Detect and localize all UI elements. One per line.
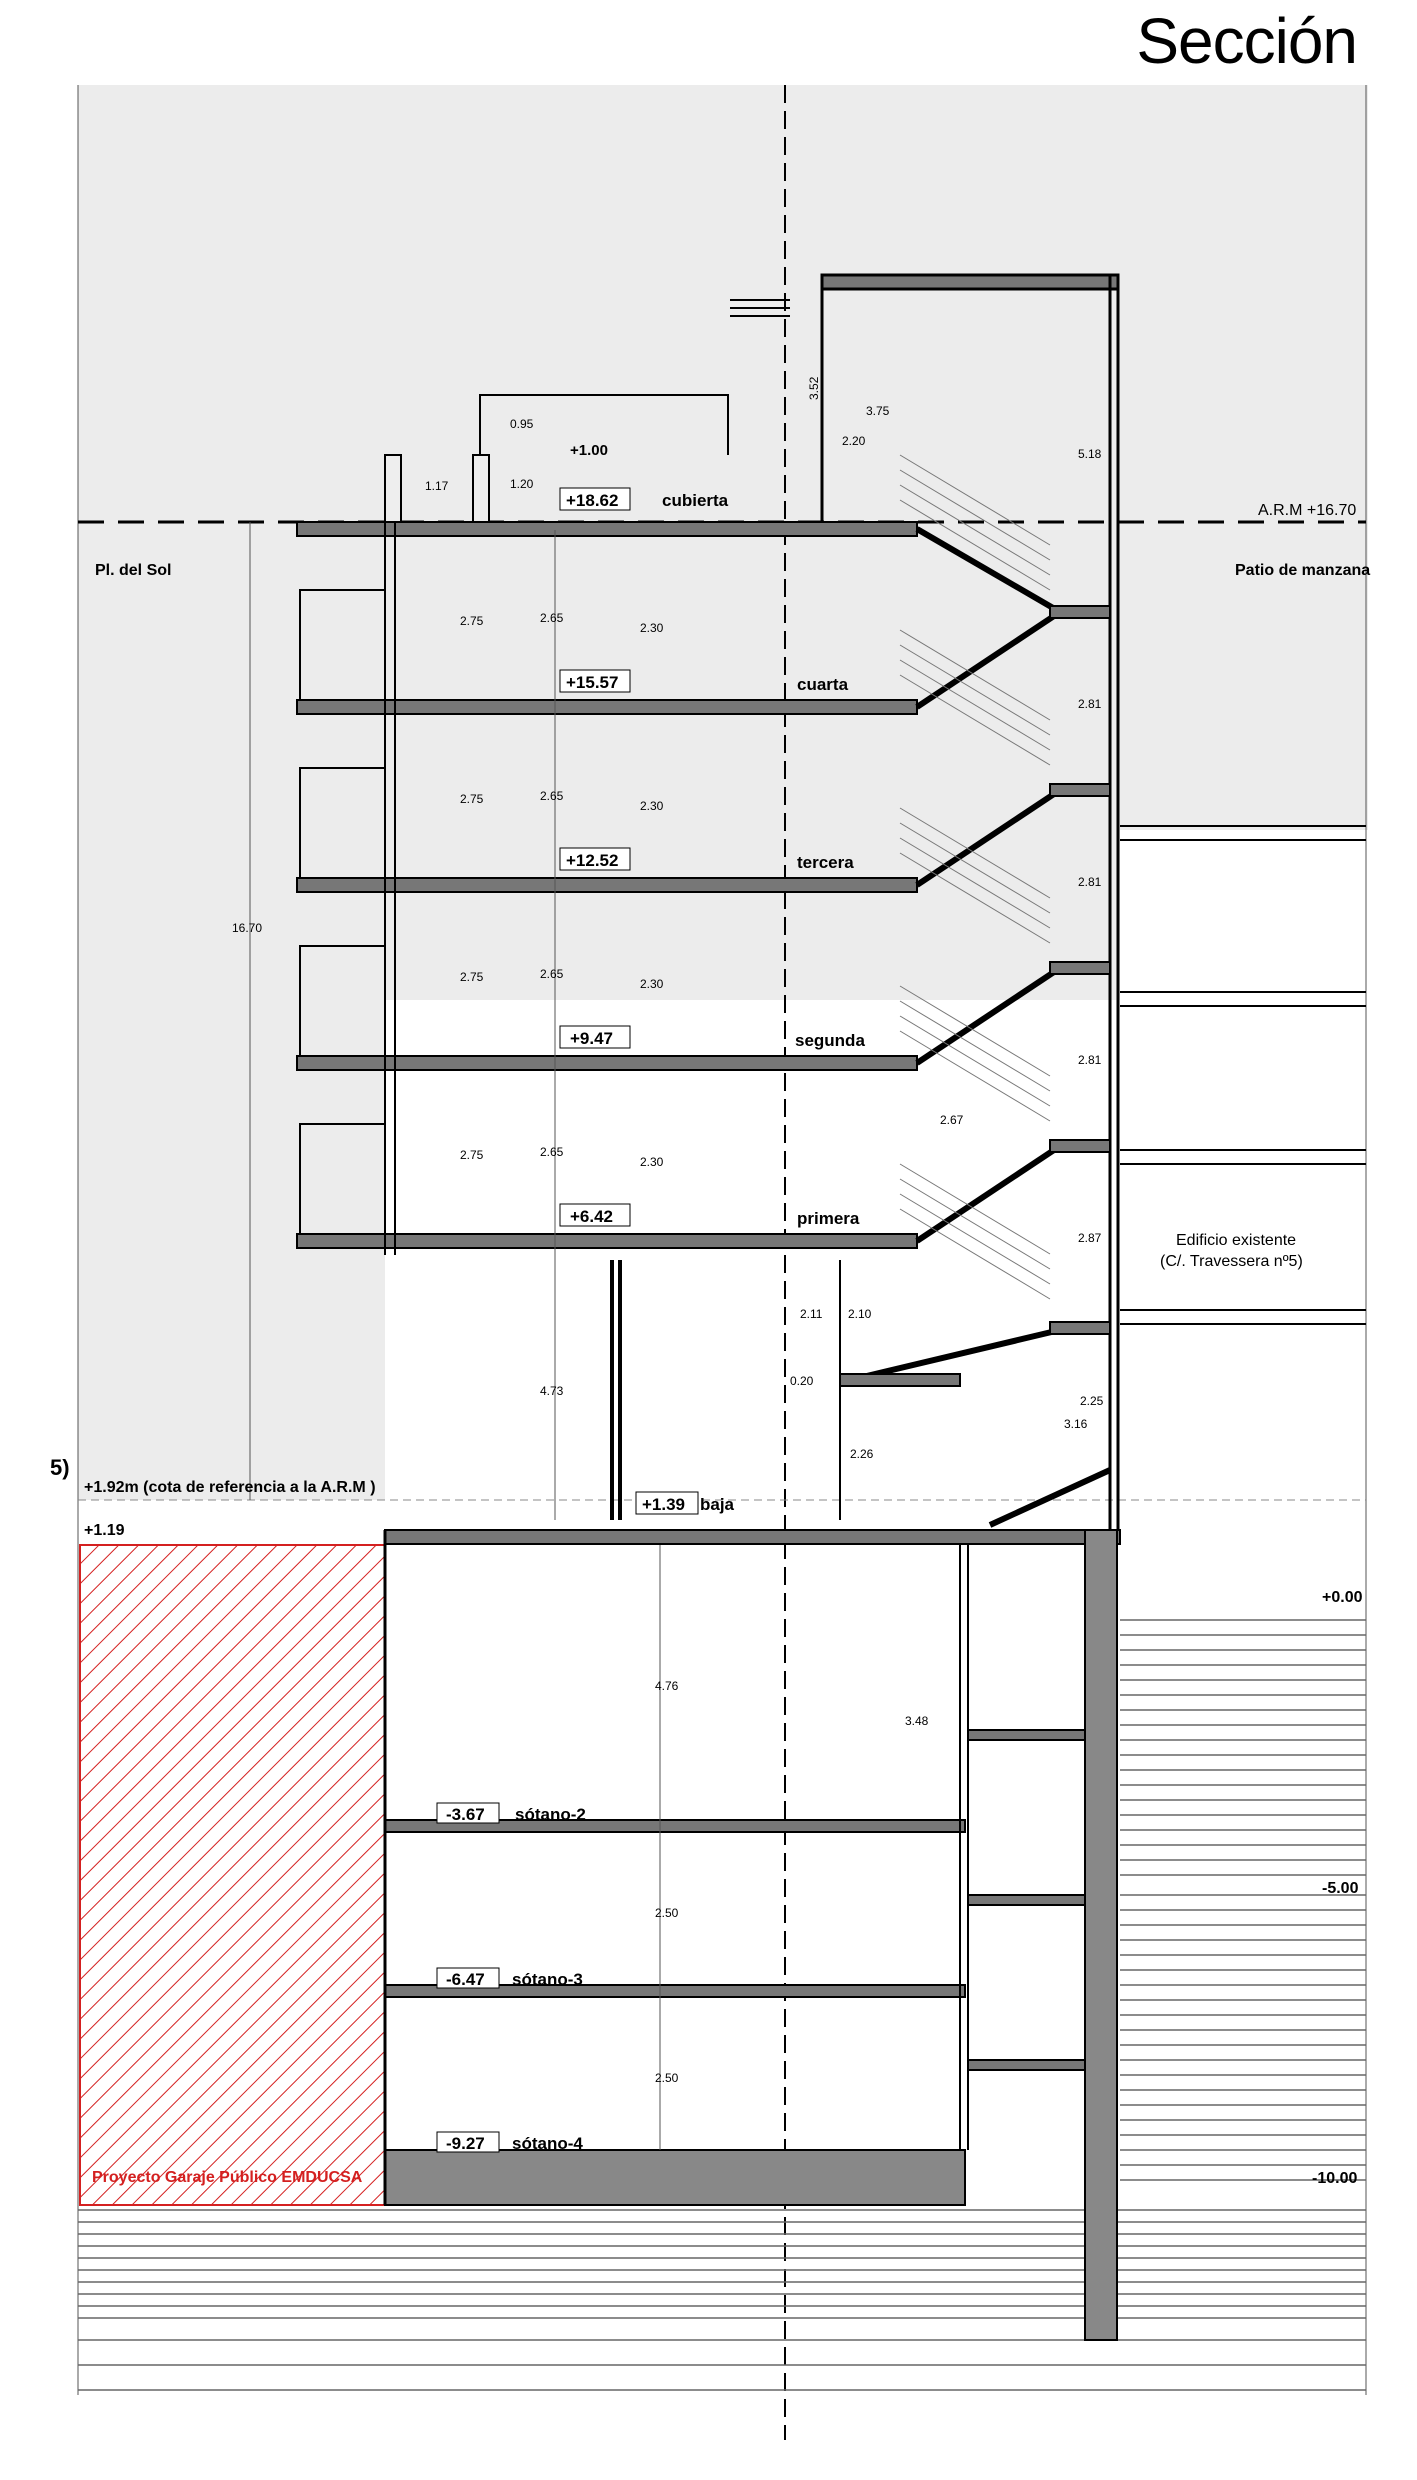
stair-dim-352: 3.52 <box>807 376 821 400</box>
right-level-1: -5.00 <box>1322 1880 1359 1897</box>
room-dim: 2.75 <box>460 792 484 806</box>
ramp-dim: 3.48 <box>905 1714 929 1728</box>
basement-1-dim: 4.76 <box>655 1679 679 1693</box>
arm-label: A.R.M +16.70 <box>1258 502 1357 519</box>
level-name: sótano-3 <box>512 1970 583 1989</box>
level-name: baja <box>700 1495 735 1514</box>
stair-dim-220: 2.20 <box>842 434 866 448</box>
existing-building-label-1: Edificio existente <box>1176 1232 1297 1249</box>
kitchen-dim: 2.30 <box>640 799 664 813</box>
basement-2-dim: 2.50 <box>655 1906 679 1920</box>
stair-height-dim: 2.81 <box>1078 875 1102 889</box>
dim-211: 2.11 <box>800 1307 823 1321</box>
right-patio-label: Patio de manzana <box>1235 562 1371 579</box>
garage-project-label: Proyecto Garaje Público EMDUCSA <box>92 2169 363 2186</box>
reference-label: +1.92m (cota de referencia a la A.R.M ) <box>84 1479 376 1496</box>
roof-dim-120: 1.20 <box>510 477 534 491</box>
stair-dim-518: 5.18 <box>1078 447 1102 461</box>
level-value: -3.67 <box>446 1805 485 1824</box>
garage-hatch <box>80 1545 385 2205</box>
roof-dim-095: 0.95 <box>510 417 534 431</box>
roof-parapet-value: +1.00 <box>570 442 608 459</box>
level-value: +18.62 <box>566 491 619 510</box>
dim-316: 3.16 <box>1064 1417 1088 1431</box>
level-value: +12.52 <box>566 851 619 870</box>
stair-height-dim: 2.81 <box>1078 1053 1102 1067</box>
level-value: +1.39 <box>642 1495 686 1514</box>
kitchen-dim: 2.30 <box>640 977 664 991</box>
level-name: sótano-2 <box>515 1805 586 1824</box>
ceiling-dim: 2.65 <box>540 967 564 981</box>
level-value: -9.27 <box>446 2134 485 2153</box>
level-name: sótano-4 <box>512 2134 583 2153</box>
right-level-0: +0.00 <box>1322 1589 1363 1606</box>
level-name: primera <box>797 1209 860 1228</box>
level-name: cubierta <box>662 491 729 510</box>
level-value: +6.42 <box>570 1207 614 1226</box>
level-name: cuarta <box>797 675 849 694</box>
drawing-title: Sección <box>1136 5 1357 77</box>
basement-3-dim: 2.50 <box>655 2071 679 2085</box>
dim-267: 2.67 <box>940 1113 964 1127</box>
room-dim: 2.75 <box>460 614 484 628</box>
level-baja <box>636 1492 735 1514</box>
level-value: +9.47 <box>570 1029 614 1048</box>
total-height-dim: 16.70 <box>232 921 263 935</box>
roof-dim-117: 1.17 <box>425 479 449 493</box>
dim-226: 2.26 <box>850 1447 874 1461</box>
level-name: tercera <box>797 853 854 872</box>
dim-020: 0.20 <box>790 1374 814 1388</box>
dim-287: 2.87 <box>1078 1231 1102 1245</box>
side-mark: 5) <box>50 1455 70 1480</box>
ground-left-label: +1.19 <box>84 1522 125 1539</box>
level-value: +15.57 <box>566 673 619 692</box>
dim-225: 2.25 <box>1080 1394 1104 1408</box>
kitchen-dim: 2.30 <box>640 621 664 635</box>
level-name: segunda <box>795 1031 865 1050</box>
left-street-label: Pl. del Sol <box>95 562 172 579</box>
kitchen-dim: 2.30 <box>640 1155 664 1169</box>
ceiling-dim: 2.65 <box>540 1145 564 1159</box>
room-dim: 2.75 <box>460 970 484 984</box>
stair-dim-375: 3.75 <box>866 404 890 418</box>
right-level-2: -10.00 <box>1312 2170 1358 2187</box>
existing-building-label-2: (C/. Travessera nº5) <box>1160 1253 1303 1270</box>
ceiling-dim: 2.65 <box>540 789 564 803</box>
ceiling-dim: 2.65 <box>540 611 564 625</box>
room-dim: 2.75 <box>460 1148 484 1162</box>
dim-210: 2.10 <box>848 1307 872 1321</box>
stair-height-dim: 2.81 <box>1078 697 1102 711</box>
ground-height-dim: 4.73 <box>540 1384 564 1398</box>
level-value: -6.47 <box>446 1970 485 1989</box>
